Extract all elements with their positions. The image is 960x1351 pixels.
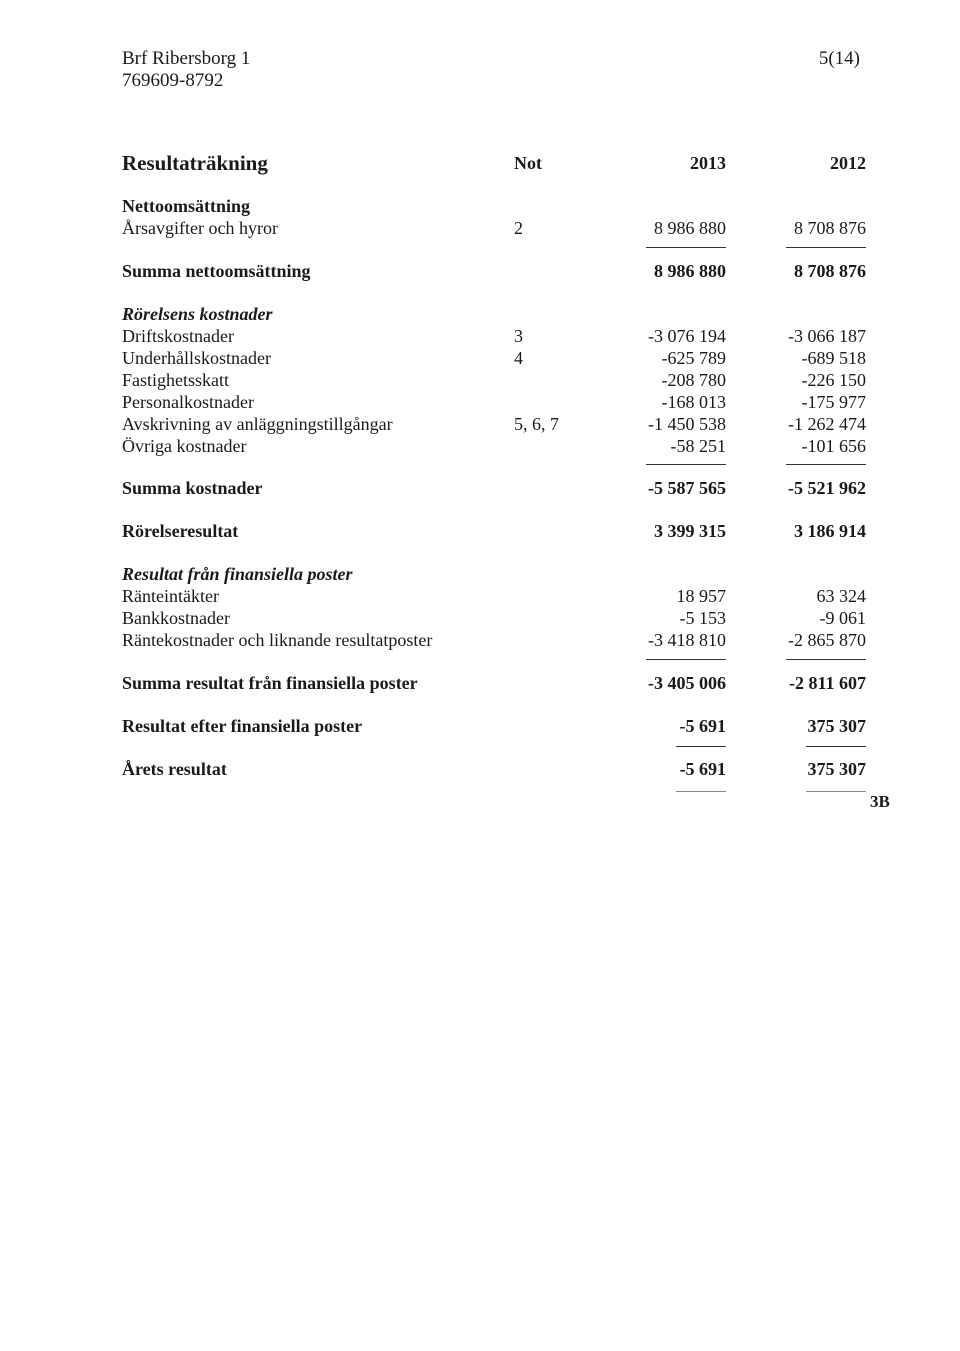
- row-label: Årets resultat: [122, 759, 227, 779]
- table-row-arets-resultat: [0, 757, 960, 781]
- value-2013: 18 957: [676, 586, 726, 606]
- value-2012: -3 066 187: [788, 326, 866, 346]
- org-name: Brf Ribersborg 1: [122, 48, 251, 69]
- table-row-summa-nettoomsattning: [0, 259, 960, 283]
- table-row-ovriga: [0, 434, 960, 458]
- double-line-2013: [676, 791, 726, 792]
- row-label: Resultat från finansiella poster: [122, 564, 353, 584]
- row-note: 2: [514, 218, 523, 238]
- section-heading-nettoomsattning: [0, 194, 960, 218]
- value-2013: -168 013: [661, 392, 726, 412]
- value-2012: 3 186 914: [794, 521, 866, 541]
- sum-line-2013: [646, 659, 726, 660]
- table-row-underhall: [0, 346, 960, 370]
- row-label: Personalkostnader: [122, 392, 254, 412]
- value-2013: 8 986 880: [654, 261, 726, 281]
- value-2012: -1 262 474: [788, 414, 866, 434]
- row-label: Driftskostnader: [122, 326, 234, 346]
- table-row-rorelseresultat: [0, 519, 960, 543]
- page-title: Resultaträkning: [122, 151, 268, 175]
- value-2013: -58 251: [670, 436, 726, 456]
- value-2013: -625 789: [661, 348, 726, 368]
- table-row-efter-finansiella: [0, 714, 960, 738]
- value-2012: 8 708 876: [794, 261, 866, 281]
- row-label: Övriga kostnader: [122, 436, 247, 456]
- value-2012: -226 150: [801, 370, 866, 390]
- table-row-fastighetsskatt: [0, 368, 960, 392]
- row-label: Summa kostnader: [122, 478, 263, 498]
- value-2012: 63 324: [816, 586, 866, 606]
- row-label: Avskrivning av anläggningstillgångar: [122, 414, 393, 434]
- row-label: Underhållskostnader: [122, 348, 271, 368]
- table-row-personal: [0, 390, 960, 414]
- table-row-summa-kostnader: [0, 476, 960, 500]
- table-row-avskrivning: [0, 412, 960, 436]
- value-2013: -5 691: [679, 759, 726, 779]
- value-2013: 3 399 315: [654, 521, 726, 541]
- sum-line-2013: [646, 464, 726, 465]
- table-row-drift: [0, 324, 960, 348]
- value-2013: 8 986 880: [654, 218, 726, 238]
- row-label: Resultat efter finansiella poster: [122, 716, 363, 736]
- value-2012: -2 865 870: [788, 630, 866, 650]
- row-label: Bankkostnader: [122, 608, 230, 628]
- col-header-2013: 2013: [690, 153, 726, 173]
- row-note: 4: [514, 348, 523, 368]
- value-2012: -689 518: [801, 348, 866, 368]
- double-line-2012: [806, 791, 866, 792]
- sum-line-2013: [646, 247, 726, 248]
- sum-line-2012: [806, 746, 866, 747]
- value-2013: -5 691: [679, 716, 726, 736]
- section-heading-finansiella: [0, 562, 960, 586]
- value-2012: -9 061: [819, 608, 866, 628]
- statement-header-row: [0, 151, 960, 175]
- handwritten-initials: 3B: [870, 792, 890, 811]
- table-row-arsavgifter: [0, 216, 960, 240]
- row-label: Räntekostnader och liknande resultatposter: [122, 630, 433, 650]
- col-header-not: Not: [514, 153, 542, 173]
- col-header-2012: 2012: [830, 153, 866, 173]
- sum-line-2012: [786, 659, 866, 660]
- value-2013: -3 405 006: [648, 673, 726, 693]
- table-row-bankkostnader: [0, 606, 960, 630]
- value-2012: -5 521 962: [788, 478, 866, 498]
- row-note: 3: [514, 326, 523, 346]
- row-label: Årsavgifter och hyror: [122, 218, 278, 238]
- value-2012: -175 977: [801, 392, 866, 412]
- value-2013: -208 780: [661, 370, 726, 390]
- row-label: Summa nettoomsättning: [122, 261, 311, 281]
- org-number: 769609-8792: [122, 70, 224, 91]
- value-2012: 375 307: [807, 759, 866, 779]
- row-label: Rörelseresultat: [122, 521, 239, 541]
- table-row-ranteintakter: [0, 584, 960, 608]
- section-heading-rorelsens-kostnader: [0, 302, 960, 326]
- value-2012: -2 811 607: [788, 673, 866, 693]
- row-note: 5, 6, 7: [514, 414, 559, 434]
- row-label: Nettoomsättning: [122, 196, 250, 216]
- value-2013: -3 418 810: [648, 630, 726, 650]
- page-number: 5(14): [818, 48, 860, 69]
- value-2013: -5 587 565: [648, 478, 726, 498]
- sum-line-2013: [676, 746, 726, 747]
- sum-line-2012: [786, 464, 866, 465]
- row-label: Ränteintäkter: [122, 586, 219, 606]
- table-row-summa-finansiella: [0, 671, 960, 695]
- value-2012: 8 708 876: [794, 218, 866, 238]
- table-row-rantekostnader: [0, 628, 960, 652]
- value-2012: -101 656: [801, 436, 866, 456]
- value-2013: -1 450 538: [648, 414, 726, 434]
- row-label: Summa resultat från finansiella poster: [122, 673, 418, 693]
- value-2013: -5 153: [679, 608, 726, 628]
- value-2012: 375 307: [807, 716, 866, 736]
- value-2013: -3 076 194: [648, 326, 726, 346]
- row-label: Fastighetsskatt: [122, 370, 229, 390]
- row-label: Rörelsens kostnader: [122, 304, 273, 324]
- sum-line-2012: [786, 247, 866, 248]
